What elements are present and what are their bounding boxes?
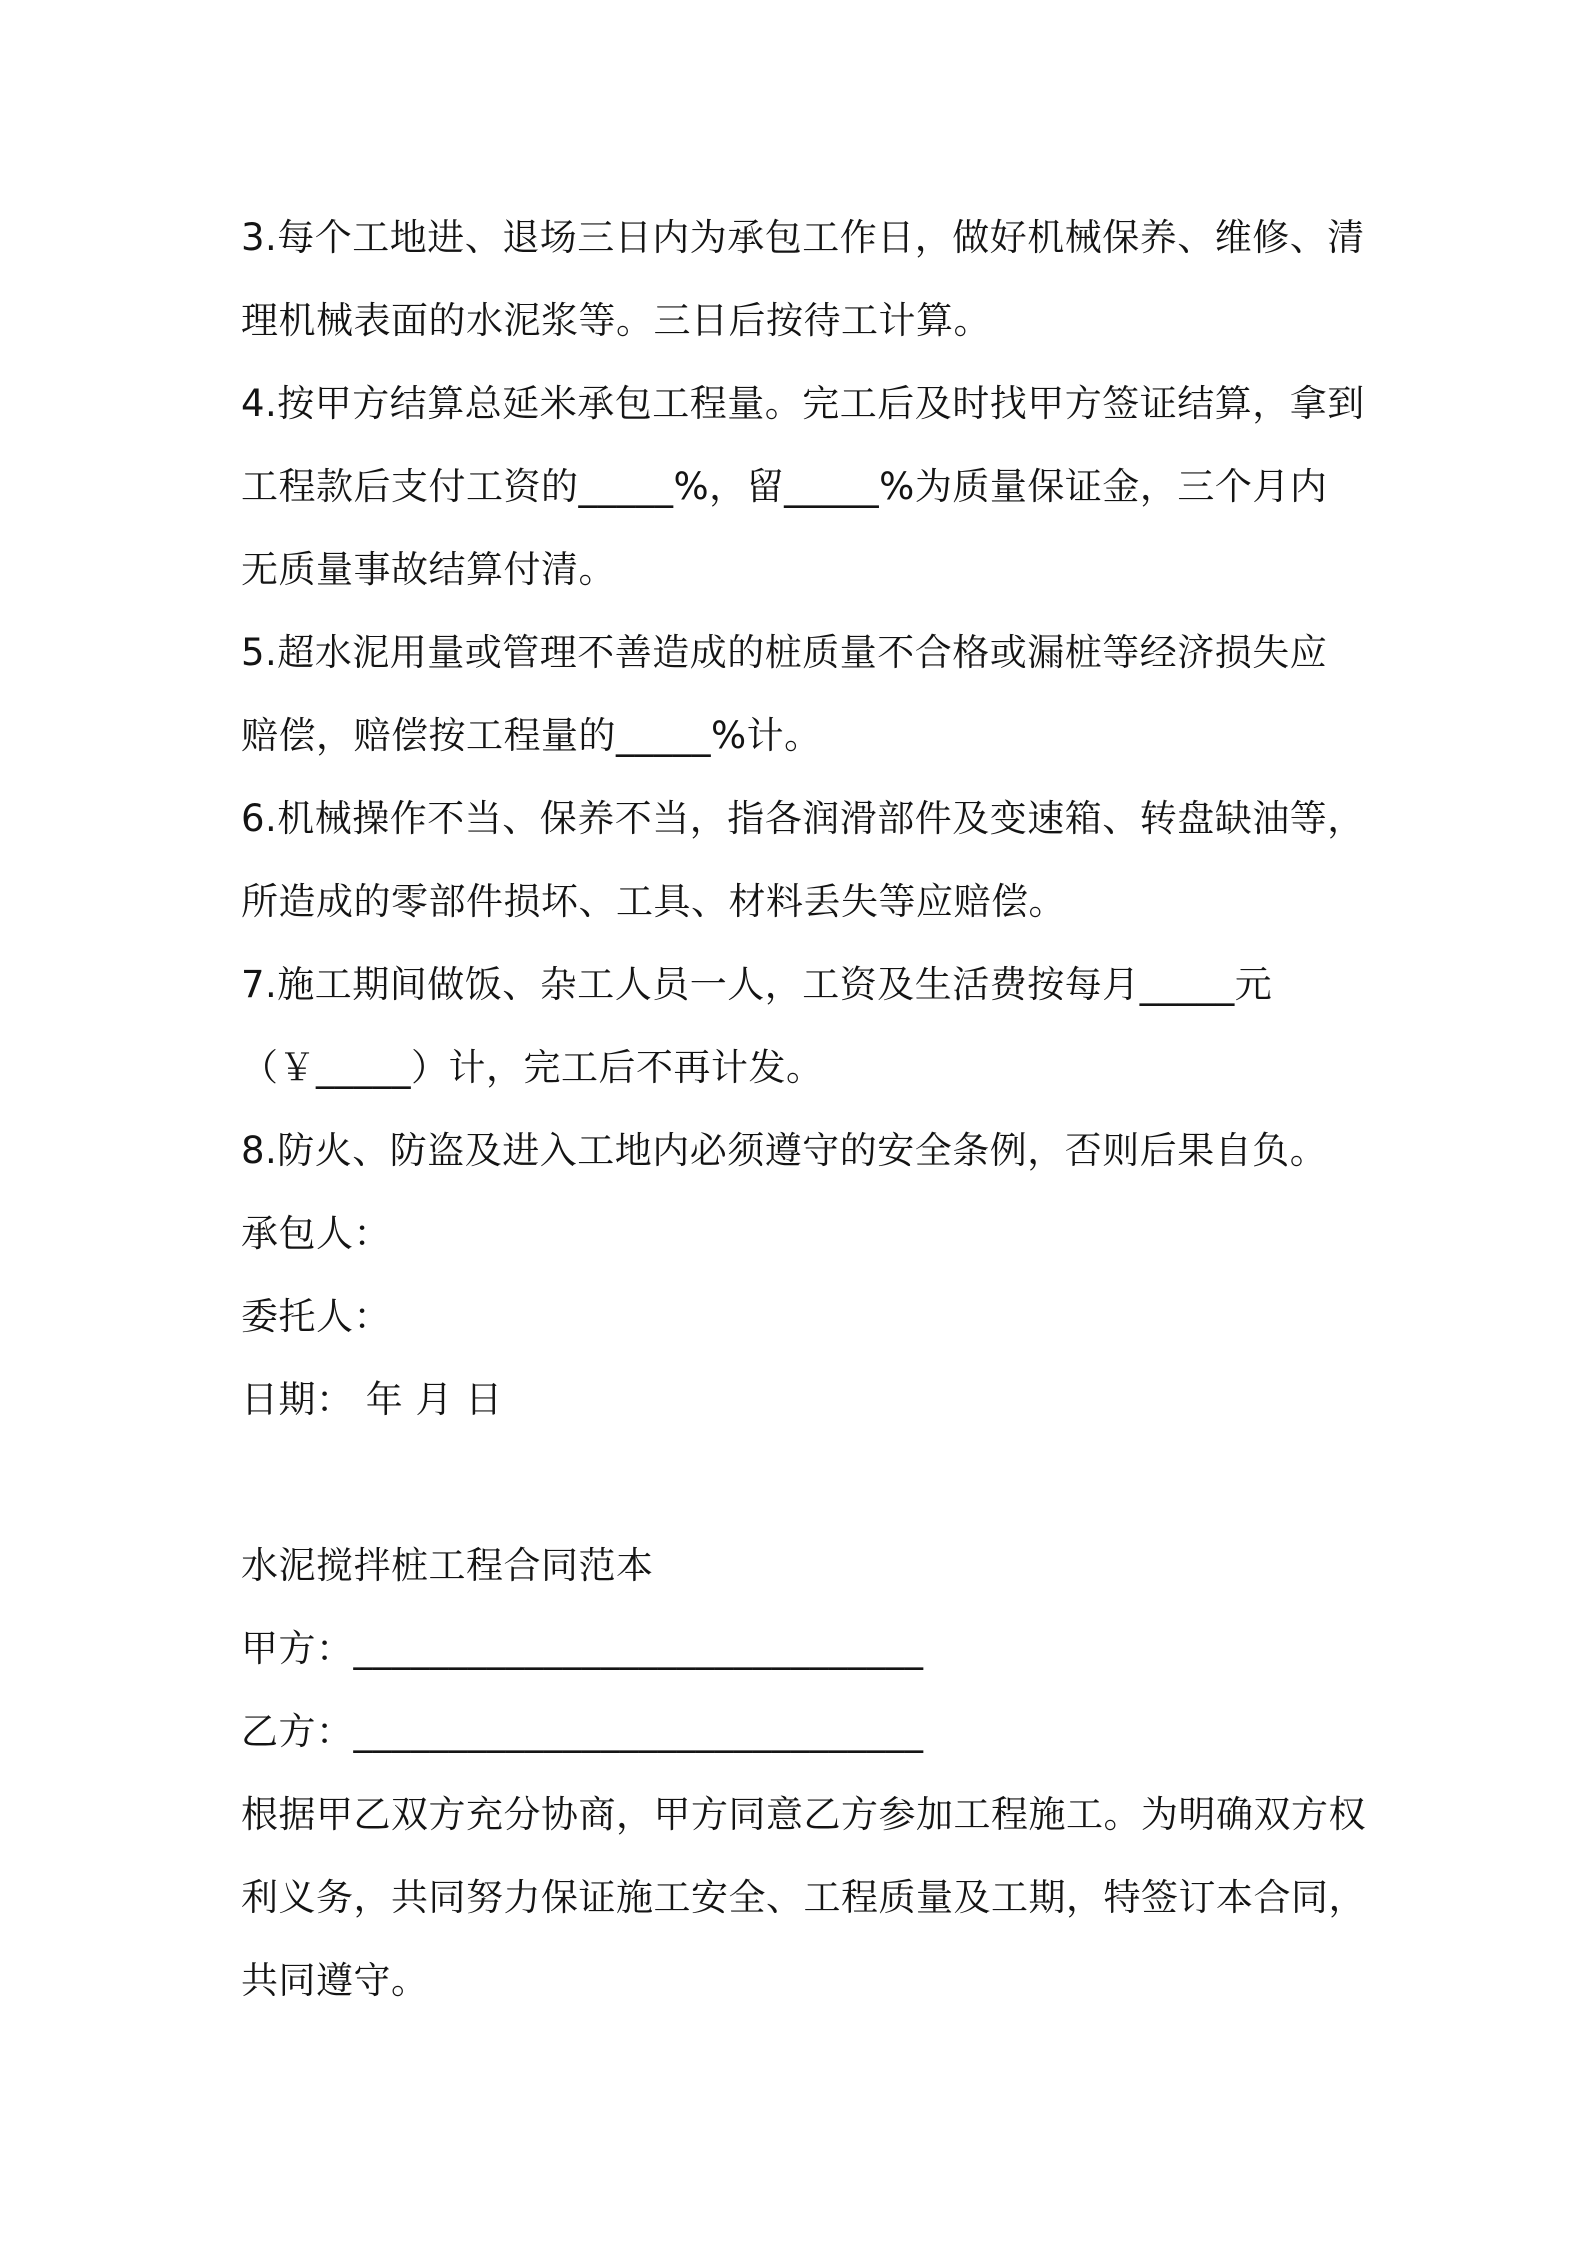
- clause-6-line-2: 所造成的零部件损坏、工具、材料丢失等应赔偿。: [241, 880, 1066, 923]
- clause-4-line-3: 无质量事故结算付清。: [241, 548, 616, 591]
- client-signature-label: 委托人：: [241, 1295, 391, 1338]
- clause-3-line-2: 理机械表面的水泥浆等。三日后按待工计算。: [241, 299, 991, 342]
- contractor-signature-label: 承包人：: [241, 1212, 391, 1255]
- clause-8-line-1: 8.防火、防盗及进入工地内必须遵守的安全条例，否则后果自负。: [241, 1129, 1328, 1172]
- clause-5-line-1: 5.超水泥用量或管理不善造成的桩质量不合格或漏桩等经济损失应: [241, 631, 1328, 674]
- document-body: [241, 196, 1366, 2022]
- clause-3-line-1: 3.每个工地进、退场三日内为承包工作日，做好机械保养、维修、清: [241, 216, 1365, 259]
- clause-4-line-1: 4.按甲方结算总延米承包工程量。完工后及时找甲方签证结算，拿到: [241, 382, 1365, 425]
- contract-template-title: 水泥搅拌桩工程合同范本: [241, 1544, 654, 1587]
- preamble-line-3: 共同遵守。: [241, 1959, 429, 2002]
- party-a-line: 甲方：______________________________: [241, 1627, 924, 1670]
- clause-4-line-2: 工程款后支付工资的_____%，留_____%为质量保证金，三个月内: [241, 465, 1328, 508]
- preamble-line-1: 根据甲乙双方充分协商，甲方同意乙方参加工程施工。为明确双方权: [241, 1793, 1366, 1836]
- section-spacer: [241, 1441, 1361, 1524]
- clause-7-line-2: （￥_____）计，完工后不再计发。: [241, 1046, 824, 1089]
- date-line: 日期： 年 月 日: [241, 1378, 503, 1421]
- clause-5-line-2: 赔偿，赔偿按工程量的_____%计。: [241, 714, 822, 757]
- preamble-line-2: 利义务，共同努力保证施工安全、工程质量及工期，特签订本合同，: [241, 1876, 1366, 1919]
- clause-6-line-1: 6.机械操作不当、保养不当，指各润滑部件及变速箱、转盘缺油等，: [241, 797, 1365, 840]
- clause-7-line-1: 7.施工期间做饭、杂工人员一人，工资及生活费按每月_____元: [241, 963, 1273, 1006]
- party-b-line: 乙方：______________________________: [241, 1710, 924, 1753]
